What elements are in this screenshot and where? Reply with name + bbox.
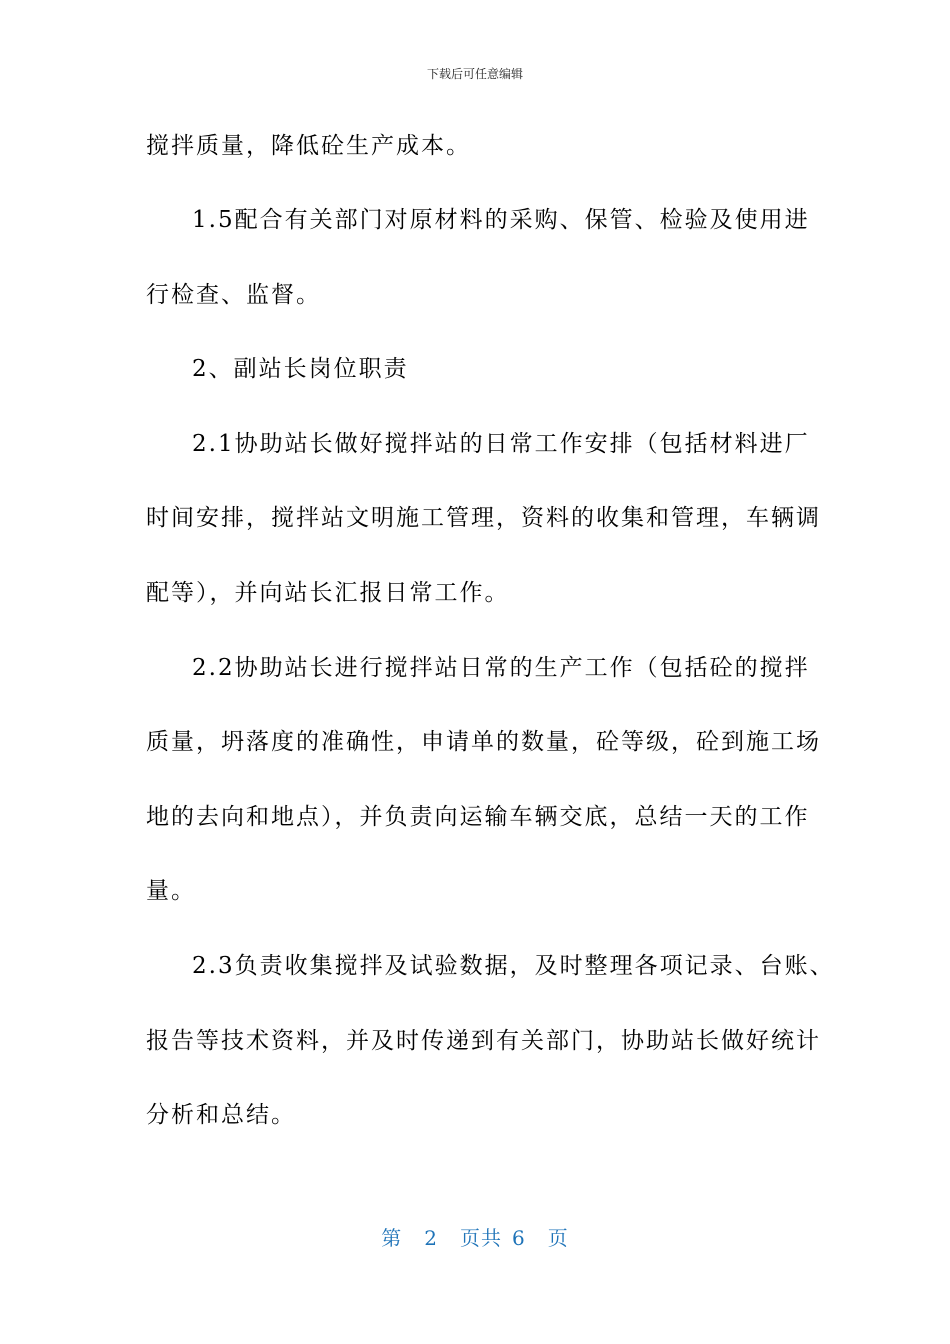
footer-prefix: 第 bbox=[381, 1226, 403, 1250]
paragraph-line: 2.2协助站长进行搅拌站日常的生产工作（包括砼的搅拌 bbox=[192, 655, 810, 681]
page-header: 下载后可任意编辑 bbox=[426, 67, 523, 81]
paragraph-line: 2.1协助站长做好搅拌站的日常工作安排（包括材料进厂 bbox=[192, 431, 810, 457]
paragraph-line: 地的去向和地点），并负责向运输车辆交底，总结一天的工作 bbox=[146, 804, 810, 830]
paragraph-line: 配等），并向站长汇报日常工作。 bbox=[146, 580, 510, 606]
page-footer bbox=[0, 1224, 950, 1252]
footer-suffix: 页 bbox=[547, 1226, 569, 1250]
paragraph-line: 2.3负责收集搅拌及试验数据，及时整理各项记录、台账、 bbox=[192, 953, 835, 979]
current-page-number: 2 bbox=[424, 1226, 438, 1250]
paragraph-line: 分析和总结。 bbox=[146, 1102, 296, 1128]
paragraph-line: 量。 bbox=[146, 878, 196, 904]
paragraph-line: 1.5配合有关部门对原材料的采购、保管、检验及使用进 bbox=[192, 207, 810, 233]
paragraph-line: 报告等技术资料，并及时传递到有关部门，协助站长做好统计 bbox=[146, 1028, 821, 1054]
paragraph-line: 质量，坍落度的准确性，申请单的数量，砼等级，砼到施工场 bbox=[146, 729, 821, 755]
paragraph-line: 搅拌质量，降低砼生产成本。 bbox=[146, 133, 471, 159]
section-heading: 2、副站长岗位职责 bbox=[192, 356, 409, 382]
paragraph-line: 时间安排，搅拌站文明施工管理，资料的收集和管理，车辆调 bbox=[146, 505, 821, 531]
footer-middle: 页共 bbox=[460, 1226, 502, 1250]
paragraph-line: 行检查、监督。 bbox=[146, 282, 321, 308]
total-pages-number: 6 bbox=[512, 1226, 526, 1250]
